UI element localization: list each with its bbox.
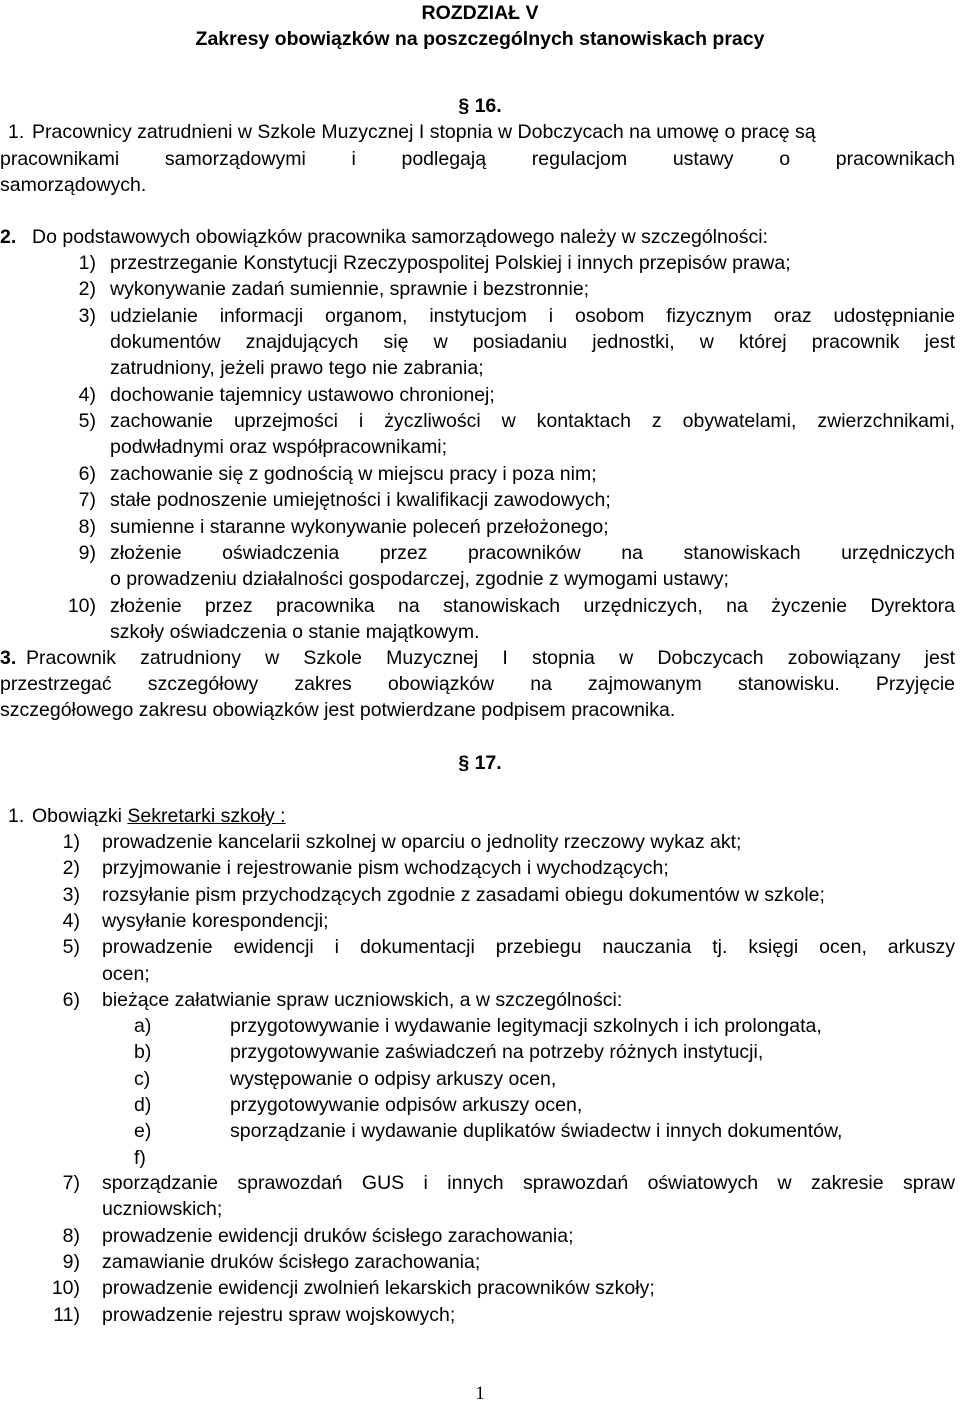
section-16-heading: § 16. — [458, 95, 502, 117]
s16-item-number: 3) — [78, 304, 96, 327]
s16-p1-line1: Pracownicy zatrudnieni w Szkole Muzycznej I stopnia w Dobczycach na umowę o pracę są — [32, 121, 816, 143]
s16-p3-line2: przestrzegać szczegółowy zakres obowiązków na zajmowanym stanowisku. Przyjęcie — [0, 673, 955, 695]
sub-item-text: występowanie o odpisy arkuszy ocen, — [230, 1067, 557, 1090]
s17-p1-prefix: Obowiązki — [32, 805, 122, 827]
s17b-item-text: zamawianie druków ścisłego zarachowania; — [102, 1250, 481, 1273]
s16-item-text: sumienne i staranne wykonywanie poleceń przełożonego; — [110, 515, 609, 538]
s17-item-number: 6) — [62, 988, 80, 1011]
s17b-item-text: prowadzenie ewidencji druków ścisłego zarachowania; — [102, 1224, 574, 1247]
s16-item-number: 1) — [78, 252, 96, 274]
section-17-heading: § 17. — [458, 752, 502, 774]
s16-p1-number: 1. — [8, 121, 25, 143]
s17-item-text: ocen; — [102, 962, 150, 985]
sub-item-letter: f) — [134, 1146, 146, 1169]
s16-item-text: o prowadzeniu działalności gospodarczej, zgodnie z wymogami ustawy; — [110, 568, 729, 591]
s16-item-number: 9) — [78, 541, 96, 564]
s17-item-number: 3) — [62, 883, 80, 906]
s16-item-text: podwładnymi oraz współpracownikami; — [110, 436, 448, 459]
sub-item-letter: b) — [134, 1041, 152, 1064]
s16-item-text: zatrudniony, jeżeli prawo tego nie zabrania; — [110, 357, 484, 380]
s17-item-text: bieżące załatwianie spraw uczniowskich, a w szczególności: — [102, 988, 623, 1011]
s16-p2-intro: Do podstawowych obowiązków pracownika samorządowego należy w szczególności: — [32, 226, 768, 248]
sub-item-letter: d) — [134, 1093, 152, 1116]
s16-item-number: 5) — [78, 410, 96, 433]
sub-item-text: sporządzanie i wydawanie duplikatów świadectw i innych dokumentów, — [230, 1120, 843, 1143]
s16-p2-number: 2. — [0, 226, 17, 248]
chapter-subtitle: Zakresy obowiązków na poszczególnych stanowiskach pracy — [195, 28, 765, 50]
s17-item-text: przyjmowanie i rejestrowanie pism wchodzących i wychodzących; — [102, 857, 669, 880]
s17-item-text: rozsyłanie pism przychodzących zgodnie z zasadami obiegu dokumentów w szkole; — [102, 883, 825, 906]
s17b-item-text: sporządzanie sprawozdań GUS i innych sprawozdań oświatowych w zakresie spraw — [102, 1172, 955, 1194]
s16-item-text: udzielanie informacji organom, instytucjom i osobom fizycznym oraz udostępnianie — [110, 304, 955, 327]
s16-item-number: 6) — [78, 462, 96, 485]
s17b-item-number: 8) — [62, 1224, 80, 1247]
s16-item-number: 7) — [78, 489, 96, 512]
s16-item-text: stałe podnoszenie umiejętności i kwalifikacji zawodowych; — [110, 489, 611, 512]
s16-item-text: złożenie przez pracownika na stanowiskach urzędniczych, na życzenie Dyrektora — [110, 594, 955, 617]
s16-item-text: złożenie oświadczenia przez pracowników na stanowiskach urzędniczych — [110, 541, 955, 564]
sub-item-letter: a) — [134, 1015, 152, 1037]
s16-item-text: przestrzeganie Konstytucji Rzeczypospolitej Polskiej i innych przepisów prawa; — [110, 252, 791, 274]
s16-item-number: 2) — [78, 278, 96, 301]
s17-item-number: 4) — [62, 909, 80, 932]
s17-p1-role-title: Sekretarki szkoły : — [127, 805, 286, 827]
s17-item-number: 2) — [62, 857, 80, 880]
s16-p1-line2: pracownikami samorządowymi i podlegają regulacjom ustawy o pracownikach — [0, 148, 955, 170]
s16-item-number: 10) — [67, 594, 96, 617]
s17-item-text: prowadzenie kancelarii szkolnej w oparciu o jednolity rzeczowy wykaz akt; — [102, 831, 742, 853]
page-number: 1 — [475, 1383, 485, 1404]
sub-item-letter: c) — [134, 1067, 151, 1090]
s17b-item-text: uczniowskich; — [102, 1198, 223, 1221]
sub-item-text: przygotowywanie odpisów arkuszy ocen, — [230, 1093, 583, 1116]
s17-p1-number: 1. — [8, 805, 25, 827]
sub-item-text: przygotowywanie zaświadczeń na potrzeby różnych instytucji, — [230, 1041, 764, 1064]
s17b-item-number: 11) — [53, 1303, 80, 1326]
s16-p1-line3: samorządowych. — [0, 174, 147, 196]
s16-p3-line3: szczegółowego zakresu obowiązków jest potwierdzane podpisem pracownika. — [0, 699, 676, 721]
sub-item-letter: e) — [134, 1120, 152, 1143]
s17b-item-number: 10) — [51, 1277, 80, 1300]
sub-item-text: przygotowywanie i wydawanie legitymacji szkolnych i ich prolongata, — [230, 1015, 822, 1037]
s16-item-text: dokumentów znajdujących się w posiadaniu jednostki, w której pracownik jest — [110, 331, 955, 354]
s16-p3-line1: Pracownik zatrudniony w Szkole Muzycznej I stopnia w Dobczycach zobowiązany jest — [26, 647, 955, 669]
s16-item-text: dochowanie tajemnicy ustawowo chronionej; — [110, 383, 495, 406]
s16-item-number: 4) — [78, 383, 96, 406]
s16-item-text: zachowanie uprzejmości i życzliwości w kontaktach z obywatelami, zwierzchnikami, — [110, 410, 955, 433]
s16-item-number: 8) — [78, 515, 96, 538]
chapter-title: ROZDZIAŁ V — [421, 2, 539, 24]
s17b-item-number: 9) — [62, 1250, 80, 1273]
s17b-item-text: prowadzenie ewidencji zwolnień lekarskich pracowników szkoły; — [102, 1277, 655, 1300]
s17b-item-number: 7) — [62, 1172, 80, 1194]
s17b-item-text: prowadzenie rejestru spraw wojskowych; — [102, 1303, 456, 1326]
s17-item-number: 5) — [62, 936, 80, 959]
s17-item-text: wysyłanie korespondencji; — [102, 909, 329, 932]
s17-item-text: prowadzenie ewidencji i dokumentacji przebiegu nauczania tj. księgi ocen, arkuszy — [102, 936, 955, 959]
s16-p3-number: 3. — [0, 647, 17, 669]
s16-item-text: wykonywanie zadań sumiennie, sprawnie i bezstronnie; — [110, 278, 590, 301]
s16-item-text: szkoły oświadczenia o stanie majątkowym. — [110, 620, 480, 643]
s17-item-number: 1) — [62, 831, 80, 853]
s17-p1-intro — [32, 803, 286, 829]
s16-item-text: zachowanie się z godnością w miejscu pracy i poza nim; — [110, 462, 597, 485]
